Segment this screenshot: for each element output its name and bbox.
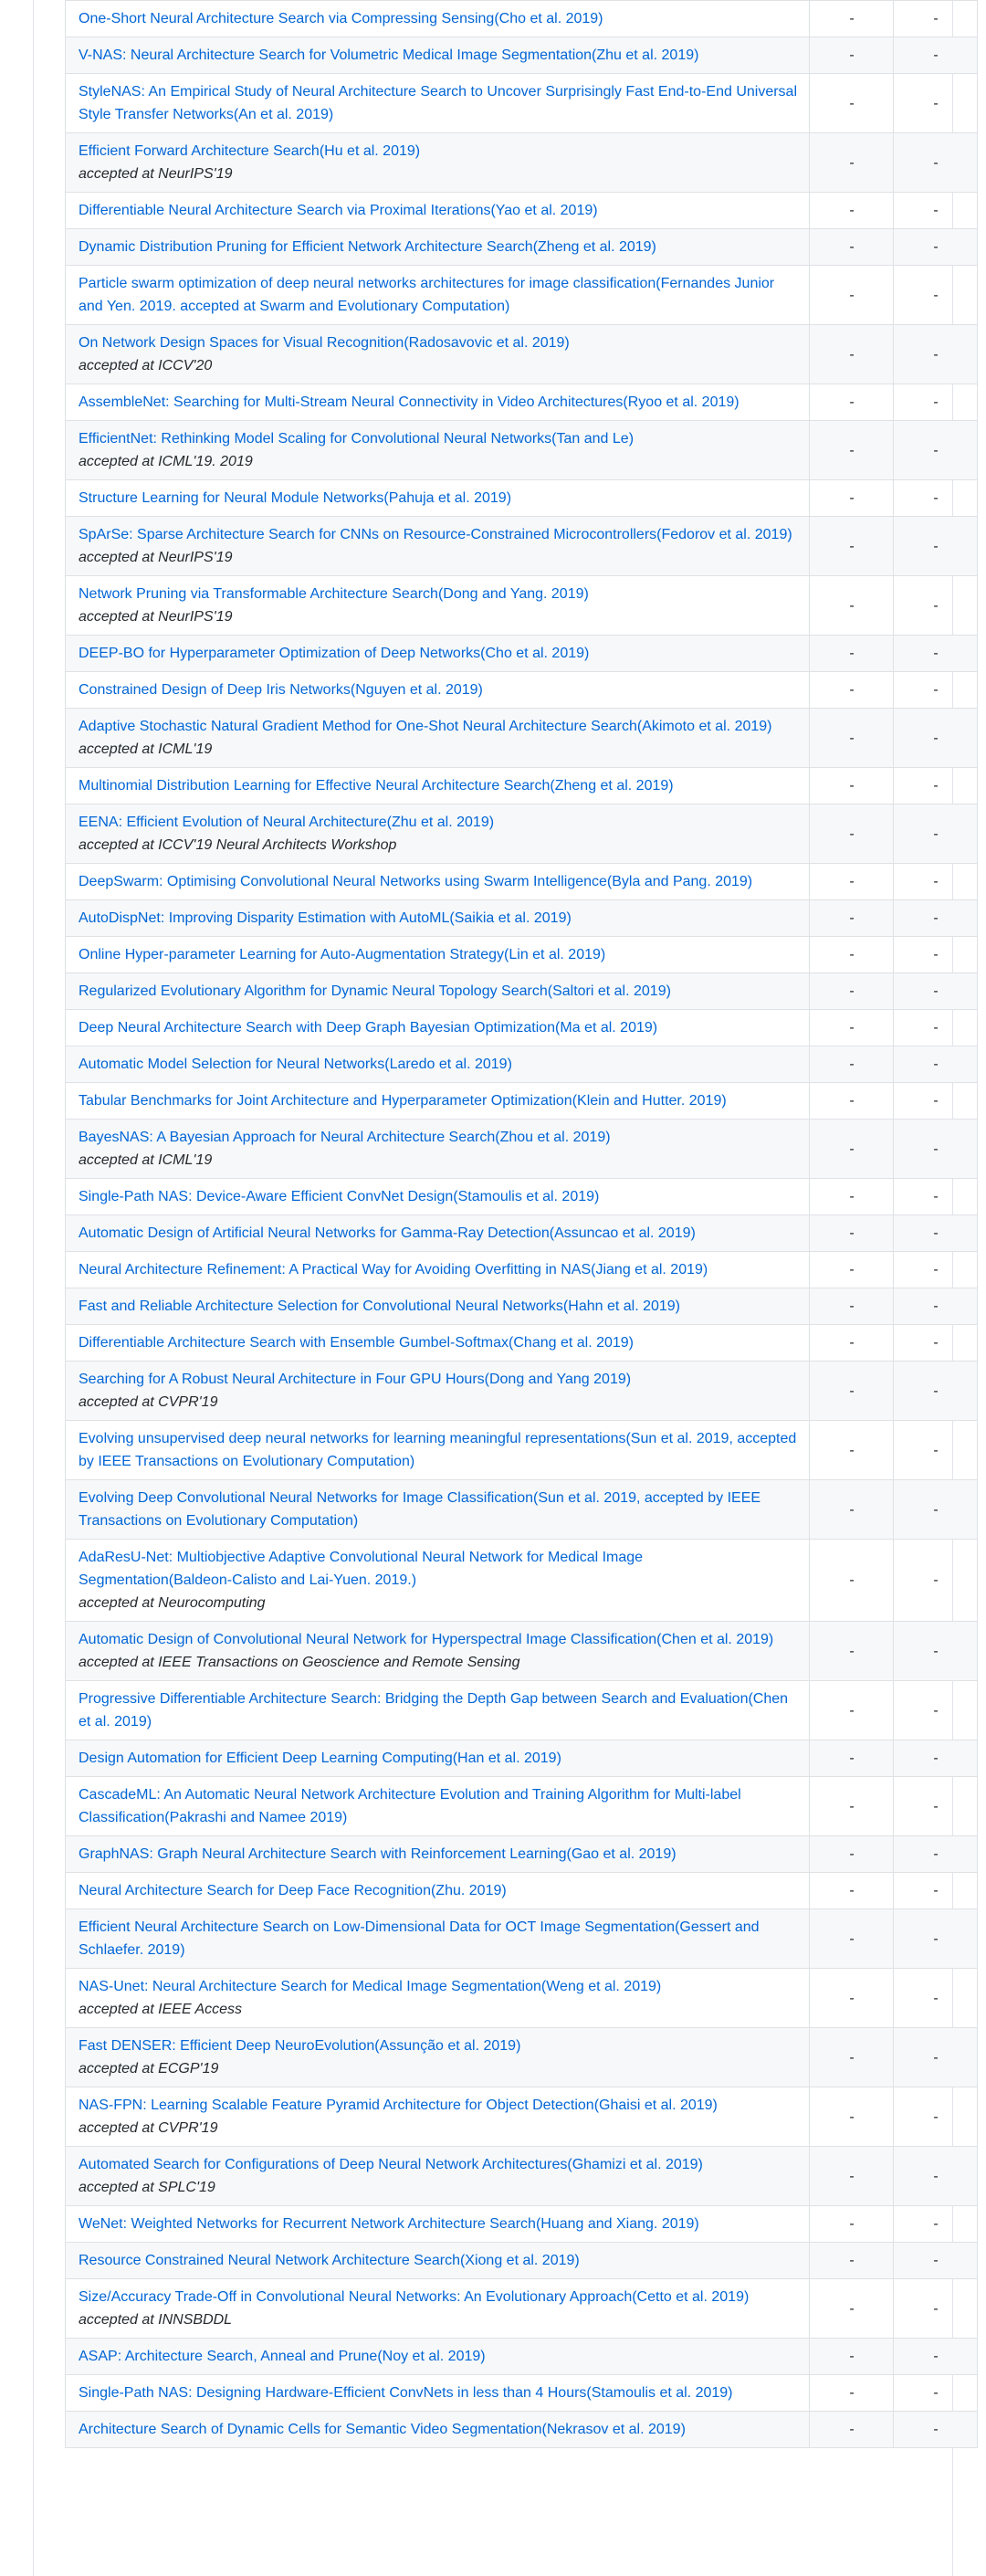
paper-cell bbox=[66, 1288, 810, 1325]
code-cell: - bbox=[894, 1777, 978, 1836]
table-row bbox=[66, 2206, 978, 2243]
paper-cell bbox=[66, 1622, 810, 1681]
table-row bbox=[66, 1622, 978, 1681]
paper-venue-note: accepted at SPLC'19 bbox=[79, 2180, 215, 2195]
type-cell: - bbox=[810, 325, 894, 384]
paper-cell bbox=[66, 1681, 810, 1740]
paper-title-link[interactable]: Deep Neural Architecture Search with Deep Graph Bayesian Optimization(Ma et al. 2019) bbox=[79, 1020, 658, 1036]
paper-title-link[interactable]: Adaptive Stochastic Natural Gradient Method for One-Shot Neural Architecture Search(Akimoto et al. 2019) bbox=[79, 719, 772, 734]
paper-cell bbox=[66, 1362, 810, 1421]
paper-cell bbox=[66, 1421, 810, 1480]
paper-title-link[interactable]: Online Hyper-parameter Learning for Auto-Augmentation Strategy(Lin et al. 2019) bbox=[79, 947, 606, 962]
paper-title-link[interactable]: Differentiable Neural Architecture Search via Proximal Iterations(Yao et al. 2019) bbox=[79, 203, 598, 218]
type-cell: - bbox=[810, 973, 894, 1010]
paper-venue-note: accepted at IEEE Access bbox=[79, 2002, 243, 2017]
paper-cell bbox=[66, 2279, 810, 2339]
type-cell: - bbox=[810, 1362, 894, 1421]
code-cell: - bbox=[894, 2206, 978, 2243]
paper-venue-note: accepted at IEEE Transactions on Geoscience and Remote Sensing bbox=[79, 1655, 520, 1670]
paper-cell bbox=[66, 1969, 810, 2028]
type-cell: - bbox=[810, 421, 894, 480]
code-cell: - bbox=[894, 1362, 978, 1421]
type-cell: - bbox=[810, 229, 894, 266]
code-cell: - bbox=[894, 229, 978, 266]
table-row bbox=[66, 576, 978, 636]
type-cell: - bbox=[810, 1873, 894, 1909]
type-cell: - bbox=[810, 937, 894, 973]
paper-venue-note: accepted at ECGP'19 bbox=[79, 2061, 219, 2077]
code-cell: - bbox=[894, 1622, 978, 1681]
code-cell: - bbox=[894, 937, 978, 973]
paper-title-link[interactable]: Efficient Neural Architecture Search on Low-Dimensional Data for OCT Image Segmentation(Gessert and Schlaefer. 2019) bbox=[79, 1919, 760, 1958]
code-cell: - bbox=[894, 480, 978, 517]
type-cell: - bbox=[810, 74, 894, 133]
paper-venue-note: accepted at NeurIPS'19 bbox=[79, 166, 233, 182]
code-cell: - bbox=[894, 1681, 978, 1740]
paper-title-link[interactable]: Differentiable Architecture Search with Ensemble Gumbel-Softmax(Chang et al. 2019) bbox=[79, 1335, 635, 1351]
code-cell: - bbox=[894, 1010, 978, 1046]
paper-title-link[interactable]: Automatic Design of Artificial Neural Networks for Gamma-Ray Detection(Assuncao et al. 2019) bbox=[79, 1225, 696, 1241]
paper-title-link[interactable]: Network Pruning via Transformable Architecture Search(Dong and Yang. 2019) bbox=[79, 586, 589, 602]
type-cell: - bbox=[810, 384, 894, 421]
type-cell: - bbox=[810, 1, 894, 37]
code-cell: - bbox=[894, 1288, 978, 1325]
paper-title-link[interactable]: One-Short Neural Architecture Search via Compressing Sensing(Cho et al. 2019) bbox=[79, 11, 603, 26]
paper-venue-note: accepted at CVPR'19 bbox=[79, 1394, 218, 1410]
paper-venue-note: accepted at ICCV'19 Neural Architects Workshop bbox=[79, 837, 397, 853]
paper-cell bbox=[66, 2206, 810, 2243]
paper-venue-note: accepted at ICML'19. 2019 bbox=[79, 454, 253, 469]
paper-cell bbox=[66, 768, 810, 804]
type-cell: - bbox=[810, 2206, 894, 2243]
table-row bbox=[66, 229, 978, 266]
type-cell: - bbox=[810, 2375, 894, 2412]
type-cell: - bbox=[810, 2028, 894, 2087]
code-cell: - bbox=[894, 1421, 978, 1480]
table-row bbox=[66, 421, 978, 480]
paper-title-link[interactable]: Automatic Design of Convolutional Neural Network for Hyperspectral Image Classification(Chen et al. 2019) bbox=[79, 1632, 774, 1647]
code-cell: - bbox=[894, 636, 978, 672]
code-cell: - bbox=[894, 1120, 978, 1179]
paper-title-link[interactable]: Architecture Search of Dynamic Cells for Semantic Video Segmentation(Nekrasov et al. 2019) bbox=[79, 2422, 686, 2437]
paper-title-link[interactable]: Particle swarm optimization of deep neural networks architectures for image classification(Fernandes Junior and Yen. 2019. accepted at Swarm and Evolutionary Computation) bbox=[79, 276, 775, 314]
type-cell: - bbox=[810, 1969, 894, 2028]
type-cell: - bbox=[810, 37, 894, 74]
paper-title-link[interactable]: Constrained Design of Deep Iris Networks(Nguyen et al. 2019) bbox=[79, 682, 483, 698]
type-cell: - bbox=[810, 193, 894, 229]
paper-cell bbox=[66, 480, 810, 517]
paper-cell bbox=[66, 2339, 810, 2375]
type-cell: - bbox=[810, 2412, 894, 2448]
code-cell: - bbox=[894, 1873, 978, 1909]
table-row bbox=[66, 1, 978, 37]
paper-venue-note: accepted at NeurIPS'19 bbox=[79, 550, 233, 565]
table-row bbox=[66, 2028, 978, 2087]
paper-venue-note: accepted at ICML'19 bbox=[79, 1152, 213, 1168]
paper-cell bbox=[66, 1740, 810, 1777]
table-row bbox=[66, 1288, 978, 1325]
paper-title-link[interactable]: NAS-Unet: Neural Architecture Search for Medical Image Segmentation(Weng et al. 2019) bbox=[79, 1979, 662, 1994]
table-row bbox=[66, 133, 978, 193]
paper-cell bbox=[66, 1046, 810, 1083]
paper-cell bbox=[66, 864, 810, 900]
table-row bbox=[66, 480, 978, 517]
code-cell: - bbox=[894, 768, 978, 804]
code-cell: - bbox=[894, 1252, 978, 1288]
paper-cell bbox=[66, 1777, 810, 1836]
code-cell: - bbox=[894, 804, 978, 864]
paper-title-link[interactable]: Resource Constrained Neural Network Architecture Search(Xiong et al. 2019) bbox=[79, 2253, 580, 2268]
type-cell: - bbox=[810, 1622, 894, 1681]
table-row bbox=[66, 74, 978, 133]
code-cell: - bbox=[894, 2279, 978, 2339]
table-row bbox=[66, 864, 978, 900]
table-row bbox=[66, 2243, 978, 2279]
paper-cell bbox=[66, 2375, 810, 2412]
code-cell: - bbox=[894, 517, 978, 576]
paper-venue-note: accepted at CVPR'19 bbox=[79, 2120, 218, 2136]
table-row bbox=[66, 1252, 978, 1288]
type-cell: - bbox=[810, 1421, 894, 1480]
paper-title-link[interactable]: Neural Architecture Search for Deep Face Recognition(Zhu. 2019) bbox=[79, 1883, 507, 1898]
type-cell: - bbox=[810, 1010, 894, 1046]
table-row bbox=[66, 2147, 978, 2206]
paper-cell bbox=[66, 1083, 810, 1120]
table-row bbox=[66, 1681, 978, 1740]
paper-title-link[interactable]: Structure Learning for Neural Module Networks(Pahuja et al. 2019) bbox=[79, 490, 512, 506]
paper-title-link[interactable]: Design Automation for Efficient Deep Learning Computing(Han et al. 2019) bbox=[79, 1751, 561, 1766]
table-row bbox=[66, 384, 978, 421]
paper-cell bbox=[66, 709, 810, 768]
paper-cell bbox=[66, 973, 810, 1010]
type-cell: - bbox=[810, 709, 894, 768]
type-cell: - bbox=[810, 1046, 894, 1083]
type-cell: - bbox=[810, 480, 894, 517]
type-cell: - bbox=[810, 768, 894, 804]
paper-title-link[interactable]: Evolving Deep Convolutional Neural Networks for Image Classification(Sun et al. 2019, accepted by IEEE Transactions on Evolutionary Computation) bbox=[79, 1490, 761, 1529]
code-cell: - bbox=[894, 1325, 978, 1362]
paper-cell bbox=[66, 1, 810, 37]
type-cell: - bbox=[810, 1480, 894, 1540]
paper-cell bbox=[66, 576, 810, 636]
code-cell: - bbox=[894, 193, 978, 229]
table-row bbox=[66, 1421, 978, 1480]
type-cell: - bbox=[810, 1325, 894, 1362]
readme-content bbox=[33, 0, 953, 2576]
paper-title-link[interactable]: Single-Path NAS: Device-Aware Efficient ConvNet Design(Stamoulis et al. 2019) bbox=[79, 1189, 600, 1204]
paper-title-link[interactable]: CascadeML: An Automatic Neural Network Architecture Evolution and Training Algorithm for Multi-label Classification(Pakrashi and Namee 2019) bbox=[79, 1787, 741, 1825]
table-row bbox=[66, 2279, 978, 2339]
paper-title-link[interactable]: AutoDispNet: Improving Disparity Estimation with AutoML(Saikia et al. 2019) bbox=[79, 910, 572, 926]
paper-title-link[interactable]: BayesNAS: A Bayesian Approach for Neural Architecture Search(Zhou et al. 2019) bbox=[79, 1130, 611, 1145]
type-cell: - bbox=[810, 1836, 894, 1873]
paper-cell bbox=[66, 900, 810, 937]
type-cell: - bbox=[810, 672, 894, 709]
code-cell: - bbox=[894, 900, 978, 937]
papers-table-body bbox=[66, 1, 978, 2448]
paper-cell bbox=[66, 1120, 810, 1179]
code-cell: - bbox=[894, 1083, 978, 1120]
paper-title-link[interactable]: NAS-FPN: Learning Scalable Feature Pyramid Architecture for Object Detection(Ghaisi et al. 2019) bbox=[79, 2098, 718, 2113]
type-cell: - bbox=[810, 2087, 894, 2147]
table-row bbox=[66, 768, 978, 804]
paper-cell bbox=[66, 325, 810, 384]
table-row bbox=[66, 1740, 978, 1777]
code-cell: - bbox=[894, 1740, 978, 1777]
type-cell: - bbox=[810, 804, 894, 864]
table-row bbox=[66, 1362, 978, 1421]
table-row bbox=[66, 1480, 978, 1540]
paper-title-link[interactable]: On Network Design Spaces for Visual Recognition(Radosavovic et al. 2019) bbox=[79, 335, 570, 351]
paper-title-link[interactable]: GraphNAS: Graph Neural Architecture Search with Reinforcement Learning(Gao et al. 2019) bbox=[79, 1846, 677, 1862]
code-cell: - bbox=[894, 672, 978, 709]
paper-title-link[interactable]: V-NAS: Neural Architecture Search for Volumetric Medical Image Segmentation(Zhu et al. 2019) bbox=[79, 47, 699, 63]
code-cell: - bbox=[894, 1179, 978, 1215]
paper-title-link[interactable]: EfficientNet: Rethinking Model Scaling for Convolutional Neural Networks(Tan and Le) bbox=[79, 431, 635, 447]
table-row bbox=[66, 1873, 978, 1909]
code-cell: - bbox=[894, 973, 978, 1010]
paper-cell bbox=[66, 636, 810, 672]
code-cell: - bbox=[894, 133, 978, 193]
code-cell: - bbox=[894, 1480, 978, 1540]
type-cell: - bbox=[810, 1288, 894, 1325]
type-cell: - bbox=[810, 2243, 894, 2279]
paper-cell bbox=[66, 2028, 810, 2087]
type-cell: - bbox=[810, 1540, 894, 1622]
paper-title-link[interactable]: Progressive Differentiable Architecture Search: Bridging the Depth Gap between Search and Evaluation(Chen et al. 2019) bbox=[79, 1691, 789, 1730]
table-row bbox=[66, 1969, 978, 2028]
table-row bbox=[66, 636, 978, 672]
type-cell: - bbox=[810, 2339, 894, 2375]
type-cell: - bbox=[810, 2147, 894, 2206]
code-cell: - bbox=[894, 37, 978, 74]
papers-table bbox=[65, 0, 978, 2448]
table-row bbox=[66, 1540, 978, 1622]
paper-cell bbox=[66, 384, 810, 421]
type-cell: - bbox=[810, 864, 894, 900]
table-row bbox=[66, 1010, 978, 1046]
type-cell: - bbox=[810, 1777, 894, 1836]
paper-cell bbox=[66, 193, 810, 229]
table-row bbox=[66, 973, 978, 1010]
paper-cell bbox=[66, 804, 810, 864]
code-cell: - bbox=[894, 1, 978, 37]
code-cell: - bbox=[894, 2087, 978, 2147]
type-cell: - bbox=[810, 900, 894, 937]
paper-title-link[interactable]: WeNet: Weighted Networks for Recurrent Network Architecture Search(Huang and Xiang. 2019) bbox=[79, 2216, 699, 2232]
code-cell: - bbox=[894, 74, 978, 133]
type-cell: - bbox=[810, 1179, 894, 1215]
code-cell: - bbox=[894, 2028, 978, 2087]
code-cell: - bbox=[894, 864, 978, 900]
paper-title-link[interactable]: Evolving unsupervised deep neural networks for learning meaningful representations(Sun et al. 2019, accepted by IEEE Transactions on Evolutionary Computation) bbox=[79, 1431, 797, 1469]
table-row bbox=[66, 1179, 978, 1215]
paper-title-link[interactable]: Size/Accuracy Trade-Off in Convolutional Neural Networks: An Evolutionary Approach(Cetto et al. 2019) bbox=[79, 2289, 750, 2305]
code-cell: - bbox=[894, 2375, 978, 2412]
table-row bbox=[66, 1120, 978, 1179]
type-cell: - bbox=[810, 266, 894, 325]
paper-cell bbox=[66, 1480, 810, 1540]
type-cell: - bbox=[810, 1909, 894, 1969]
code-cell: - bbox=[894, 1836, 978, 1873]
paper-title-link[interactable]: AdaResU-Net: Multiobjective Adaptive Convolutional Neural Network for Medical Image Segmentation(Baldeon-Calisto and Lai-Yuen. 2019.) bbox=[79, 1550, 644, 1588]
table-row bbox=[66, 193, 978, 229]
code-cell: - bbox=[894, 421, 978, 480]
paper-cell bbox=[66, 1010, 810, 1046]
table-row bbox=[66, 1836, 978, 1873]
paper-title-link[interactable]: Neural Architecture Refinement: A Practical Way for Avoiding Overfitting in NAS(Jiang et al. 2019) bbox=[79, 1262, 708, 1277]
code-cell: - bbox=[894, 1046, 978, 1083]
paper-title-link[interactable]: StyleNAS: An Empirical Study of Neural Architecture Search to Uncover Surprisingly Fast End-to-End Universal Style Transfer Networks(An et al. 2019) bbox=[79, 84, 797, 122]
table-row bbox=[66, 1909, 978, 1969]
code-cell: - bbox=[894, 709, 978, 768]
paper-title-link[interactable]: Searching for A Robust Neural Architecture in Four GPU Hours(Dong and Yang 2019) bbox=[79, 1372, 632, 1387]
code-cell: - bbox=[894, 266, 978, 325]
paper-cell bbox=[66, 1325, 810, 1362]
code-cell: - bbox=[894, 384, 978, 421]
paper-cell bbox=[66, 1540, 810, 1622]
code-cell: - bbox=[894, 2412, 978, 2448]
code-cell: - bbox=[894, 1909, 978, 1969]
code-cell: - bbox=[894, 576, 978, 636]
paper-cell bbox=[66, 672, 810, 709]
table-row bbox=[66, 1777, 978, 1836]
paper-cell bbox=[66, 37, 810, 74]
table-row bbox=[66, 517, 978, 576]
paper-cell bbox=[66, 2412, 810, 2448]
table-row bbox=[66, 2339, 978, 2375]
type-cell: - bbox=[810, 517, 894, 576]
paper-title-link[interactable]: Tabular Benchmarks for Joint Architecture and Hyperparameter Optimization(Klein and Hutter. 2019) bbox=[79, 1093, 727, 1109]
type-cell: - bbox=[810, 1740, 894, 1777]
type-cell: - bbox=[810, 1252, 894, 1288]
type-cell: - bbox=[810, 133, 894, 193]
paper-title-link[interactable]: Automated Search for Configurations of Deep Neural Network Architectures(Ghamizi et al. 2019) bbox=[79, 2157, 703, 2172]
code-cell: - bbox=[894, 1540, 978, 1622]
paper-title-link[interactable]: Regularized Evolutionary Algorithm for Dynamic Neural Topology Search(Saltori et al. 2019) bbox=[79, 983, 671, 999]
code-cell: - bbox=[894, 1969, 978, 2028]
table-row bbox=[66, 900, 978, 937]
code-cell: - bbox=[894, 325, 978, 384]
table-row bbox=[66, 37, 978, 74]
code-cell: - bbox=[894, 2243, 978, 2279]
table-row bbox=[66, 1083, 978, 1120]
type-cell: - bbox=[810, 576, 894, 636]
paper-cell bbox=[66, 1909, 810, 1969]
paper-title-link[interactable]: Fast and Reliable Architecture Selection for Convolutional Neural Networks(Hahn et al. 2019) bbox=[79, 1299, 681, 1314]
type-cell: - bbox=[810, 636, 894, 672]
table-row bbox=[66, 804, 978, 864]
paper-cell bbox=[66, 1179, 810, 1215]
paper-cell bbox=[66, 74, 810, 133]
table-row bbox=[66, 709, 978, 768]
paper-cell bbox=[66, 133, 810, 193]
paper-cell bbox=[66, 229, 810, 266]
table-row bbox=[66, 2087, 978, 2147]
paper-cell bbox=[66, 2243, 810, 2279]
type-cell: - bbox=[810, 1215, 894, 1252]
paper-cell bbox=[66, 1836, 810, 1873]
paper-title-link[interactable]: ASAP: Architecture Search, Anneal and Prune(Noy et al. 2019) bbox=[79, 2349, 486, 2364]
code-cell: - bbox=[894, 2147, 978, 2206]
paper-venue-note: accepted at INNSBDDL bbox=[79, 2312, 233, 2328]
paper-title-link[interactable]: Single-Path NAS: Designing Hardware-Efficient ConvNets in less than 4 Hours(Stamoulis et al. 2019) bbox=[79, 2385, 733, 2401]
table-row bbox=[66, 1215, 978, 1252]
paper-title-link[interactable]: Dynamic Distribution Pruning for Efficient Network Architecture Search(Zheng et al. 2019) bbox=[79, 239, 656, 255]
paper-venue-note: accepted at Neurocomputing bbox=[79, 1595, 266, 1611]
code-cell: - bbox=[894, 1215, 978, 1252]
paper-title-link[interactable]: EENA: Efficient Evolution of Neural Architecture(Zhu et al. 2019) bbox=[79, 815, 495, 830]
table-row bbox=[66, 1046, 978, 1083]
paper-venue-note: accepted at NeurIPS'19 bbox=[79, 609, 233, 625]
table-row bbox=[66, 325, 978, 384]
table-row bbox=[66, 266, 978, 325]
paper-cell bbox=[66, 2147, 810, 2206]
table-row bbox=[66, 937, 978, 973]
paper-title-link[interactable]: Fast DENSER: Efficient Deep NeuroEvolution(Assunção et al. 2019) bbox=[79, 2038, 521, 2054]
paper-cell bbox=[66, 517, 810, 576]
table-row bbox=[66, 2412, 978, 2448]
type-cell: - bbox=[810, 1083, 894, 1120]
paper-title-link[interactable]: Multinomial Distribution Learning for Effective Neural Architecture Search(Zheng et al. 2019) bbox=[79, 778, 674, 794]
paper-title-link[interactable]: Automatic Model Selection for Neural Networks(Laredo et al. 2019) bbox=[79, 1057, 512, 1072]
paper-cell bbox=[66, 1215, 810, 1252]
paper-title-link[interactable]: DEEP-BO for Hyperparameter Optimization of Deep Networks(Cho et al. 2019) bbox=[79, 646, 590, 661]
paper-venue-note: accepted at ICML'19 bbox=[79, 741, 213, 757]
paper-title-link[interactable]: AssembleNet: Searching for Multi-Stream Neural Connectivity in Video Architectures(Ryoo et al. 2019) bbox=[79, 394, 740, 410]
type-cell: - bbox=[810, 1120, 894, 1179]
paper-cell bbox=[66, 937, 810, 973]
paper-title-link[interactable]: Efficient Forward Architecture Search(Hu et al. 2019) bbox=[79, 143, 421, 159]
paper-cell bbox=[66, 1873, 810, 1909]
paper-cell bbox=[66, 1252, 810, 1288]
paper-cell bbox=[66, 421, 810, 480]
type-cell: - bbox=[810, 2279, 894, 2339]
paper-cell bbox=[66, 266, 810, 325]
paper-title-link[interactable]: SpArSe: Sparse Architecture Search for CNNs on Resource-Constrained Microcontrollers(Fedorov et al. 2019) bbox=[79, 527, 792, 542]
paper-cell bbox=[66, 2087, 810, 2147]
table-row bbox=[66, 1325, 978, 1362]
table-row bbox=[66, 2375, 978, 2412]
paper-title-link[interactable]: DeepSwarm: Optimising Convolutional Neural Networks using Swarm Intelligence(Byla and Pang. 2019) bbox=[79, 874, 753, 889]
code-cell: - bbox=[894, 2339, 978, 2375]
paper-venue-note: accepted at ICCV'20 bbox=[79, 358, 213, 373]
table-row bbox=[66, 672, 978, 709]
type-cell: - bbox=[810, 1681, 894, 1740]
